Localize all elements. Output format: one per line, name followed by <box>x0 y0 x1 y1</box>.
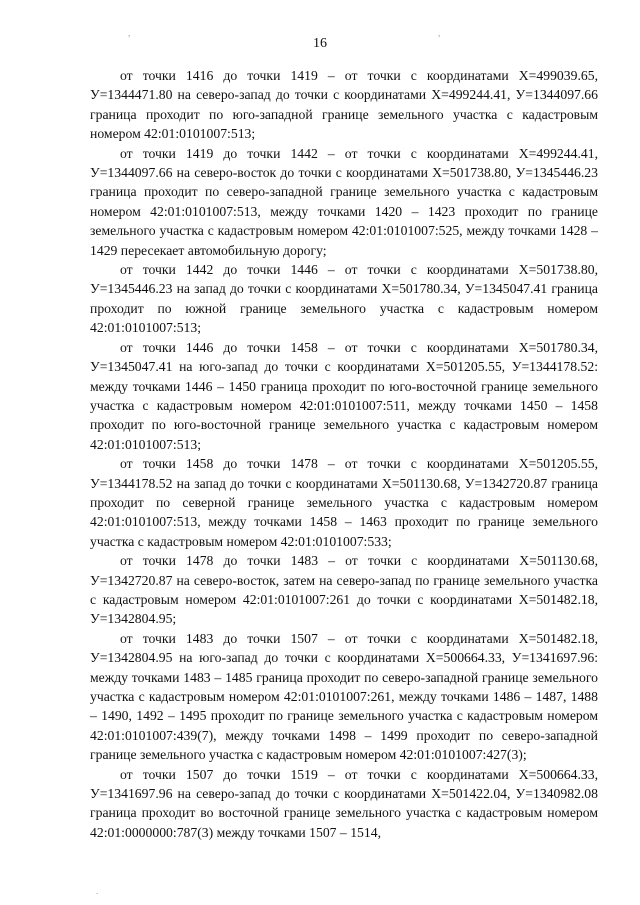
scan-mark: , <box>438 28 441 38</box>
paragraph: от точки 1507 до точки 1519 – от точки с координатами Х=500664.33, У=1341697.96 на северо-запад до точки с координатами Х=501422.04, У=1340982.08 граница проходит во восточной границе земельного участка с кадастровым номером 42:01:0000000:787(3) между точками 1507 – 1514, <box>90 766 598 840</box>
paragraph: от точки 1416 до точки 1419 – от точки с координатами Х=499039.65, У=1344471.80 на северо-запад до точки с координатами Х=499244.41, У=1344097.66 граница проходит по юго-западной границе земельного участка с кадастровым номером 42:01:0101007:513; <box>90 68 598 142</box>
paragraph: от точки 1419 до точки 1442 – от точки с координатами Х=499244.41, У=1344097.66 на северо-восток до точки с координатами Х=501738.80, У=1345446.23 граница проходит по северо-западной границе земельного участка с кадастровым номером 42:01:0101007:513, между точками 1420 – 1423 проходит по границе земельного участка с кадастровым номером 42:01:0101007:525, между точками 1428 – 1429 пересекает автомобильную дорогу; <box>90 145 598 258</box>
paragraph: от точки 1483 до точки 1507 – от точки с координатами Х=501482.18, У=1342804.95 на юго-запад до точки с координатами Х=500664.33, У=1341697.96: между точками 1483 – 1485 граница проходит по северо-западной границе земельного участка с кадастровым номером 42:01:0101007:261, между точками 1486 – 1487, 1488 – 1490, 1492 – 1495 проходит по границе земельного участка с кадастровым номером 42:01:0101007:439(7), между точками 1498 – 1499 проходит по северо-западной границе земельного участка с кадастровым номером 42:01:0101007:427(3); <box>90 630 598 763</box>
paragraph: от точки 1446 до точки 1458 – от точки с координатами Х=501780.34, У=1345047.41 на юго-запад до точки с координатами Х=501205.55, У=1344178.52: между точками 1446 – 1450 граница проходит по юго-восточной границе земельного участка с кадастровым номером 42:01:0101007:511, между точками 1450 – 1458 проходит по юго-восточной границе земельного участка с кадастровым номером 42:01:0101007:513; <box>90 339 598 452</box>
paragraph: от точки 1442 до точки 1446 – от точки с координатами Х=501738.80, У=1345446.23 на запад до точки с координатами Х=501780.34, У=1345047.41 граница проходит по южной границе земельного участка с кадастровым номером 42:01:0101007:513; <box>90 262 598 336</box>
document-body <box>90 66 598 842</box>
scan-mark: . <box>96 886 99 896</box>
scan-mark: , <box>128 28 131 38</box>
paragraph: от точки 1458 до точки 1478 – от точки с координатами Х=501205.55, У=1344178.52 на запад до точки с координатами Х=501130.68, У=1342720.87 граница проходит по северной границе земельного участка с кадастровым номером 42:01:0101007:513, между точками 1458 – 1463 проходит по границе земельного участка с кадастровым номером 42:01:0101007:533; <box>90 456 598 549</box>
paragraph: от точки 1478 до точки 1483 – от точки с координатами Х=501130.68, У=1342720.87 на северо-восток, затем на северо-запад по границе земельного участка с кадастровым номером 42:01:0101007:261 до точки с координатами Х=501482.18, У=1342804.95; <box>90 553 598 627</box>
page-number: 16 <box>313 36 327 51</box>
